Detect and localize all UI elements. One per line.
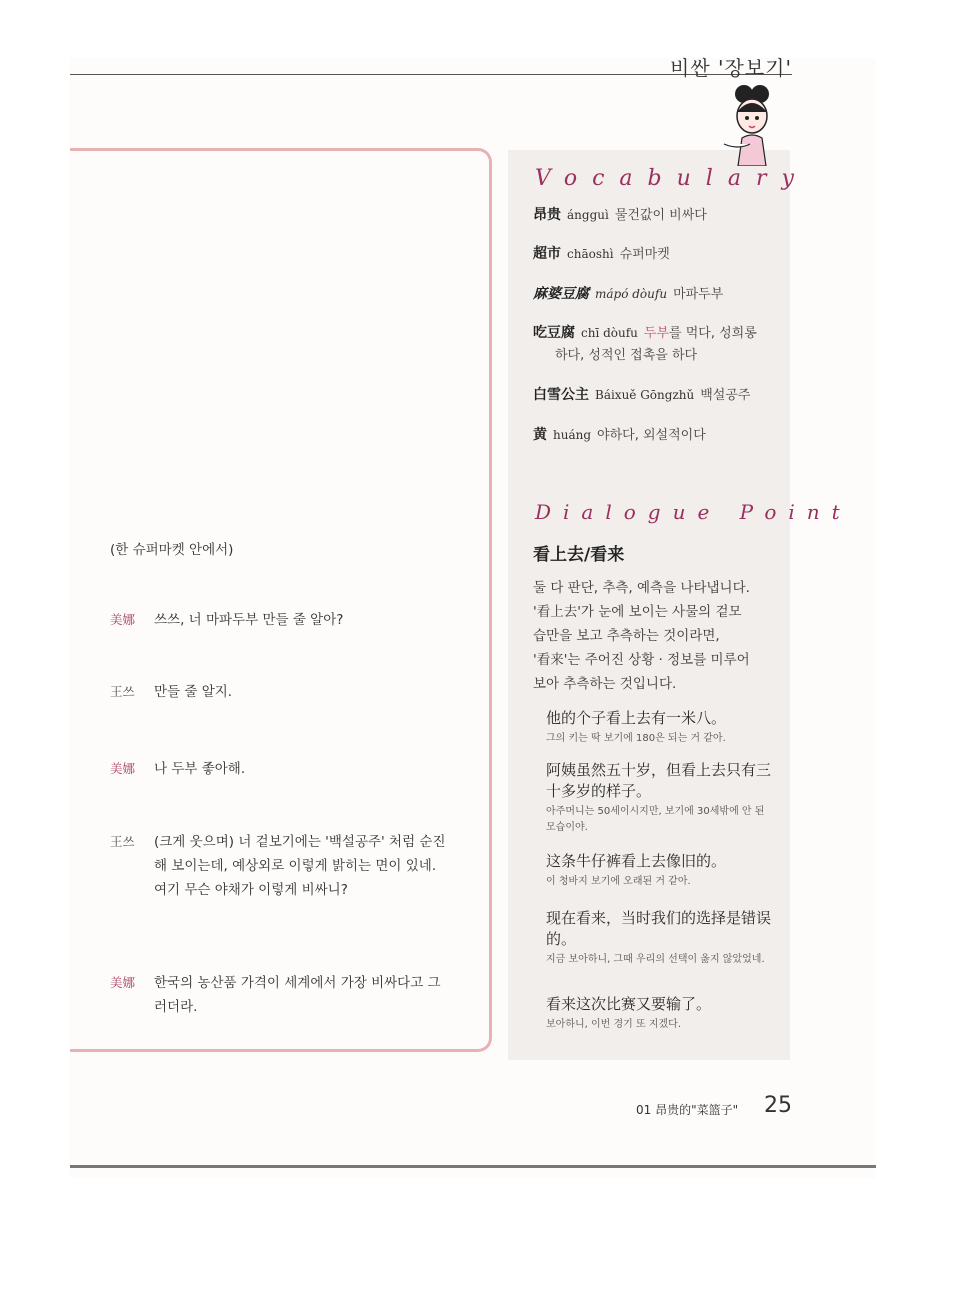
- page-header-title: 비싼 '장보기': [670, 56, 792, 80]
- vocab-meaning: 슈퍼마켓: [619, 247, 670, 262]
- vocab-meaning: 물건값이 비싸다: [614, 208, 707, 223]
- speaker-name: 王쓰: [110, 834, 135, 849]
- example-chinese: 阿姨虽然五十岁，但看上去只有三十多岁的样子。: [546, 761, 772, 800]
- example-korean: 이 청바지 보기에 오래된 거 같아.: [546, 876, 691, 887]
- example-chinese: 看来这次比赛又要输了。: [546, 995, 712, 1013]
- explanation-line: 둘 다 판단, 추측, 예측을 나타냅니다.: [533, 580, 750, 596]
- vocab-pinyin: huáng: [553, 428, 592, 442]
- dialogue-line: [110, 971, 450, 1019]
- explanation-line: '看上去'가 눈에 보이는 사물의 겉모: [533, 604, 742, 620]
- dialogue-text: 쓰쓰, 너 마파두부 만들 줄 알아?: [154, 612, 344, 628]
- explanation-line: 보아 추측하는 것입니다.: [533, 676, 677, 692]
- example-korean: 아주머니는 50세이시지만, 보기에 30세밖에 안 된 모습이야.: [546, 806, 765, 833]
- vocab-pinyin: chī dòufu: [581, 326, 638, 340]
- example-chinese: 现在看来，当时我们的选择是错误的。: [546, 909, 772, 948]
- speaker-name: 美娜: [110, 612, 136, 627]
- dialogue-text: 만들 줄 알지.: [154, 684, 233, 700]
- vocab-item: [533, 384, 783, 407]
- vocab-item: [533, 204, 783, 227]
- vocab-meaning: 백설공주: [700, 388, 751, 403]
- dialogue-line: [110, 680, 450, 704]
- example-sentence: [546, 994, 776, 1033]
- dialogue-point-explanation: [533, 576, 778, 696]
- example-sentence: [546, 760, 776, 836]
- vocab-hanzi: 超市: [533, 246, 561, 262]
- vocab-pinyin: Báixuě Gōngzhǔ: [595, 388, 695, 402]
- vocab-meaning: 를 먹다, 성희롱: [669, 326, 757, 341]
- vocab-pinyin: ángguì: [567, 208, 609, 222]
- example-chinese: 他的个子看上去有一米八。: [546, 709, 727, 727]
- vocab-hanzi: 麻婆豆腐: [533, 286, 589, 302]
- vocab-item: [533, 322, 783, 367]
- explanation-line: '看来'는 주어진 상황 · 정보를 미루어: [533, 652, 750, 668]
- vocab-item: [533, 424, 783, 447]
- dialogue-line: [110, 608, 450, 632]
- vocab-pinyin: chāoshì: [567, 247, 614, 261]
- example-sentence: [546, 851, 776, 890]
- vocab-item: [533, 243, 783, 266]
- example-korean: 그의 키는 딱 보기에 180은 되는 거 같아.: [546, 733, 726, 744]
- dialogue-scene: (한 슈퍼마켓 안에서): [110, 542, 234, 558]
- example-chinese: 这条牛仔裤看上去像旧的。: [546, 852, 727, 870]
- dialogue-text: 한국의 농산품 가격이 세계에서 가장 비싸다고 그러더라.: [154, 975, 441, 1015]
- speaker-name: 美娜: [110, 975, 136, 990]
- vocabulary-heading: Vocabulary: [535, 166, 809, 191]
- dialogue-text: 나 두부 좋아해.: [154, 761, 246, 777]
- speaker-name: 美娜: [110, 761, 136, 776]
- dialogue-point-heading: Dialogue Point: [535, 500, 852, 524]
- example-korean: 보아하니, 이번 경기 또 지겠다.: [546, 1019, 681, 1030]
- explanation-line: 습만을 보고 추측하는 것이라면,: [533, 628, 720, 644]
- example-sentence: [546, 708, 776, 747]
- vocab-meaning-continued: 하다, 성적인 접촉을 하다: [555, 348, 698, 363]
- example-sentence: [546, 908, 776, 968]
- dialogue-line: [110, 757, 450, 781]
- vocab-hanzi: 昂贵: [533, 207, 561, 223]
- vocab-hanzi: 黄: [533, 427, 547, 443]
- vocab-meaning-highlight: 두부: [643, 326, 670, 341]
- vocab-item: [533, 283, 783, 306]
- page-number: 25: [764, 1093, 792, 1118]
- speaker-name: 王쓰: [110, 684, 135, 699]
- vocab-meaning: 야하다, 외설적이다: [597, 428, 706, 443]
- vocab-hanzi: 吃豆腐: [533, 325, 575, 341]
- girl-illustration: [720, 82, 784, 166]
- dialogue-text: (크게 웃으며) 너 겉보기에는 '백설공주' 처럼 순진해 보이는데, 예상외로 이렇게 밝히는 면이 있네. 여기 무슨 야채가 이렇게 비싸니?: [154, 834, 446, 898]
- dialogue-line: [110, 830, 450, 902]
- dialogue-point-title: 看上去/看来: [533, 545, 625, 565]
- vocab-meaning: 마파두부: [673, 287, 724, 302]
- vocab-hanzi: 白雪公主: [533, 387, 589, 403]
- footer-chapter-title: 01 昂贵的"菜篮子": [636, 1103, 739, 1117]
- vocab-pinyin: mápó dòufu: [595, 287, 668, 301]
- dialogue-box: [70, 148, 492, 1052]
- example-korean: 지금 보아하니, 그때 우리의 선택이 옳지 않았었네.: [546, 954, 765, 965]
- bottom-rule: [70, 1165, 876, 1168]
